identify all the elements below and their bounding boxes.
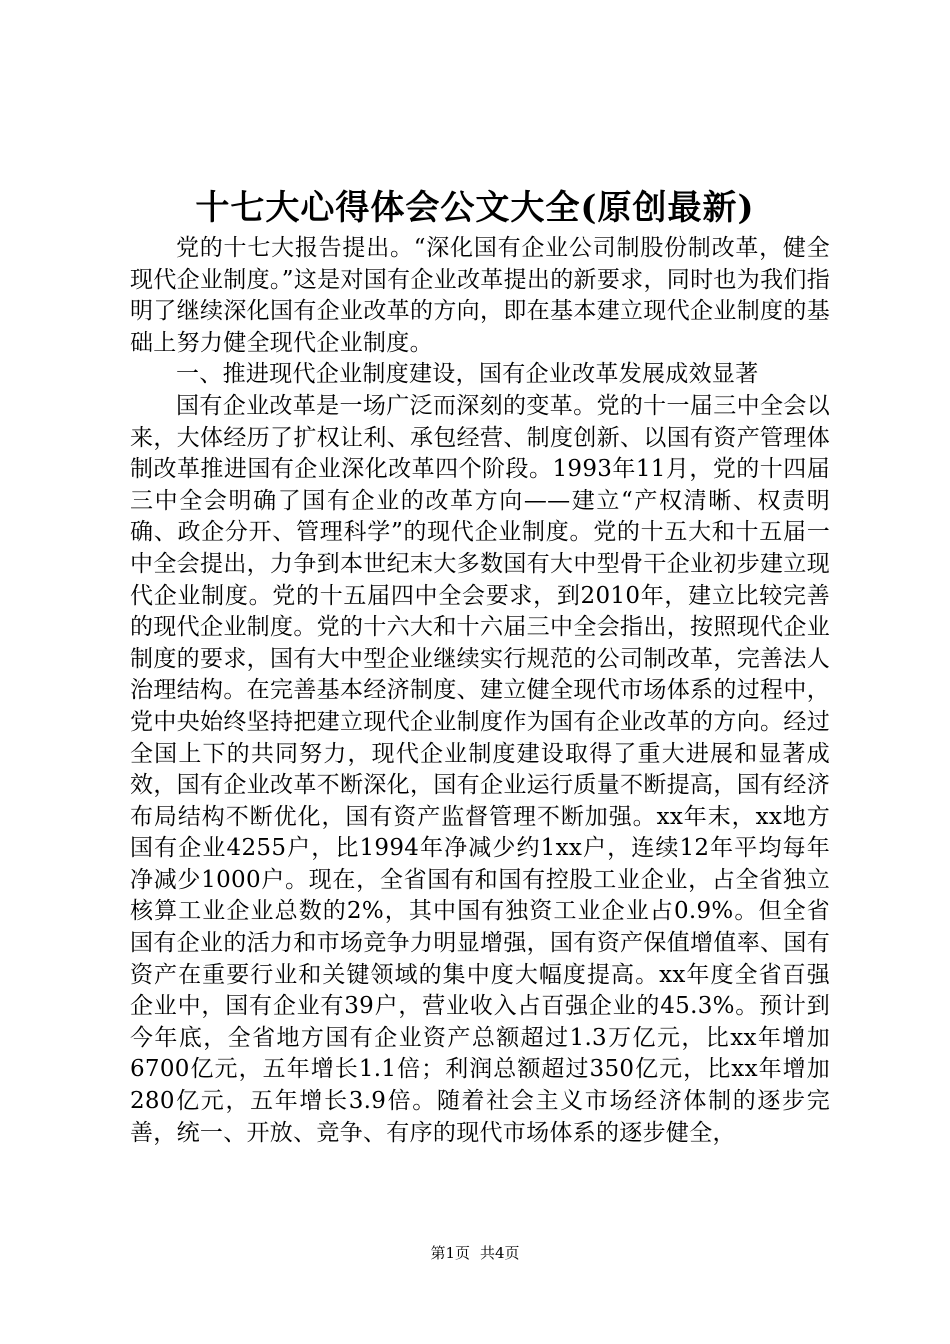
paragraph-reform-history: 国有企业改革是一场广泛而深刻的变革。党的十一届三中全会以来，大体经历了扩权让利、承包经营、制度创新、以国有资产管理体制改革推进国有企业深化改革四个阶段。1993年11月，党的十四届三中全会明确了国有企业的改革方向——建立“产权清晰、权责明确、政企分开、管理科学”的现代企业制度。党的十五大和十五届一中全会提出，力争到本世纪末大多数国有大中型骨干企业初步建立现代企业制度。党的十五届四中全会要求，到2010年，建立比较完善的现代企业制度。党的十六大和十六届三中全会指出，按照现代企业制度的要求，国有大中型企业继续实行规范的公司制改革，完善法人治理结构。在完善基本经济制度、建立健全现代市场体系的过程中，党中央始终坚持把建立现代企业制度作为国有企业改革的方向。经过全国上下的共同努力，现代企业制度建设取得了重大进展和显著成效，国有企业改革不断深化，国有企业运行质量不断提高，国有经济布局结构不断优化，国有资产监督管理不断加强。xx年末，xx地方国有企业4255户，比1994年净减少约1xx户，连续12年平均每年净减少1000户。现在，全省国有和国有控股工业企业，占全省独立核算工业企业总数的2%，其中国有独资工业企业占0.9%。但全省国有企业的活力和市场竞争力明显增强，国有资产保值增值率、国有资产在重要行业和关键领域的集中度大幅度提高。xx年度全省百强企业中，国有企业有39户，营业收入占百强企业的45.3%。预计到今年底，全省地方国有企业资产总额超过1.3万亿元，比xx年增加6700亿元，五年增长1.1倍；利润总额超过350亿元，比xx年增加280亿元，五年增长3.9倍。随着社会主义市场经济体制的逐步完善，统一、开放、竞争、有序的现代市场体系的逐步健全， (130, 392, 830, 1146)
page-footer (0, 1243, 950, 1263)
page-total: 共4页 (480, 1244, 520, 1262)
document-title: 十七大心得体会公文大全(原创最新) (195, 188, 755, 228)
page-number: 第1页 (430, 1244, 470, 1262)
paragraph-intro: 党的十七大报告提出。“深化国有企业公司制股份制改革，健全现代企业制度。”这是对国有企业改革提出的新要求，同时也为我们指明了继续深化国有企业改革的方向，即在基本建立现代企业制度的基础上努力健全现代企业制度。 (130, 235, 830, 356)
section-heading-1: 一、推进现代企业制度建设，国有企业改革发展成效显著 (176, 361, 759, 388)
document-body (130, 233, 830, 1149)
